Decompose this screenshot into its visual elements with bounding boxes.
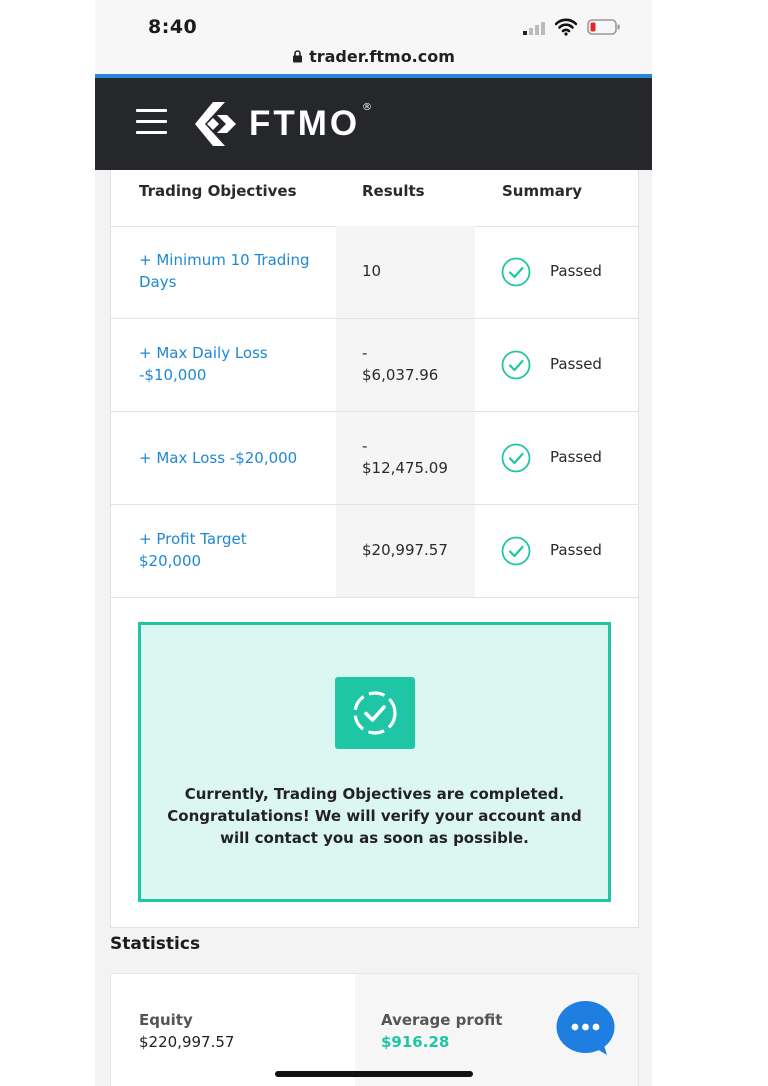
average-profit-value: $916.28 <box>381 1033 450 1051</box>
statistics-heading: Statistics <box>110 934 201 954</box>
signal-icon <box>523 22 545 35</box>
objective-max-daily-loss[interactable]: + Max Daily Loss -$10,000 <box>139 344 268 384</box>
result-value: $12,475.09 <box>362 459 448 477</box>
objective-profit-target[interactable]: + Profit Target $20,000 <box>139 530 247 570</box>
objectives-completed-banner <box>138 622 611 902</box>
check-circle-icon <box>501 350 531 380</box>
url-text: trader.ftmo.com <box>309 47 455 66</box>
equity-value: $220,997.57 <box>139 1033 235 1051</box>
average-profit-label: Average profit <box>381 1011 503 1029</box>
battery-icon <box>587 19 621 35</box>
logo-text: FTMO <box>249 104 361 143</box>
menu-icon[interactable] <box>136 109 167 135</box>
trading-objectives-card <box>110 170 639 928</box>
check-circle-icon <box>501 257 531 287</box>
result-value: 10 <box>362 262 382 280</box>
result-value: $20,997.57 <box>362 541 448 559</box>
header-objectives: Trading Objectives <box>139 182 297 200</box>
ftmo-logo[interactable] <box>191 102 372 146</box>
summary-status: Passed <box>550 448 602 466</box>
congrats-line: Currently, Trading Objectives are completed. <box>184 785 565 803</box>
congrats-message <box>141 783 608 849</box>
check-circle-icon <box>501 536 531 566</box>
status-bar <box>95 0 652 76</box>
wifi-icon <box>555 18 577 36</box>
address-bar[interactable] <box>95 47 652 66</box>
lock-icon <box>292 50 303 63</box>
table-header-row <box>111 170 638 227</box>
registered-mark: ® <box>362 102 372 113</box>
congrats-line: will contact you as soon as possible. <box>220 829 529 847</box>
objective-max-loss[interactable]: + Max Loss -$20,000 <box>139 449 298 467</box>
status-time: 8:40 <box>148 16 198 38</box>
check-circle-icon <box>501 443 531 473</box>
chat-icon[interactable] <box>555 1000 616 1056</box>
header-summary: Summary <box>502 182 583 200</box>
result-sign: - <box>362 344 368 362</box>
summary-status: Passed <box>550 262 602 280</box>
top-navbar <box>95 78 652 170</box>
result-value: $6,037.96 <box>362 366 439 384</box>
summary-status: Passed <box>550 355 602 373</box>
ftmo-logo-icon <box>191 102 241 146</box>
table-row <box>111 412 638 505</box>
header-results: Results <box>362 182 425 200</box>
table-row <box>111 319 638 412</box>
home-indicator <box>275 1071 473 1077</box>
completed-badge-icon <box>335 677 415 749</box>
summary-status: Passed <box>550 541 602 559</box>
table-row <box>111 505 638 598</box>
table-row <box>111 226 638 319</box>
objective-min-trading-days[interactable]: + Minimum 10 Trading Days <box>139 251 310 291</box>
result-sign: - <box>362 437 368 455</box>
congrats-line: Congratulations! We will verify your account and <box>167 807 582 825</box>
equity-label: Equity <box>139 1011 193 1029</box>
phone-screen <box>95 0 652 1086</box>
